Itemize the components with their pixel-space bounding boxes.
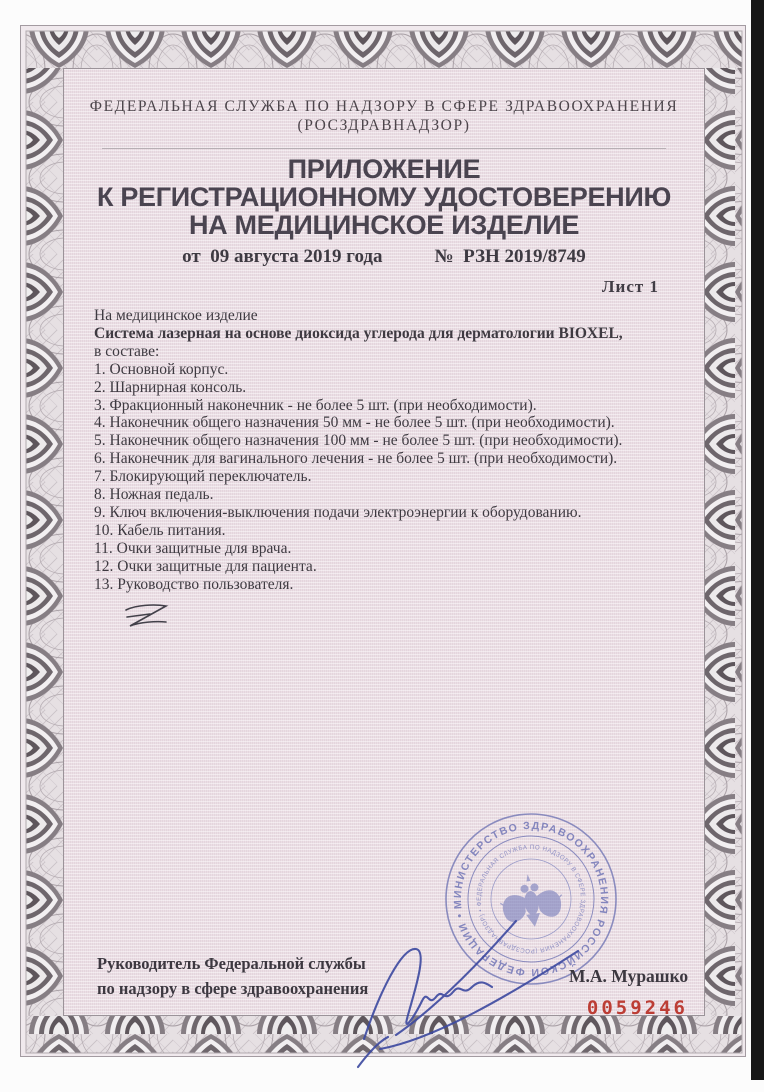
list-item: 4. Наконечник общего назначения 50 мм - не более 5 шт. (при необходимости).: [94, 414, 615, 432]
header-divider: [102, 148, 666, 149]
component-list: [94, 361, 674, 594]
signer-title: [97, 951, 368, 1001]
signer-title-line-1: Руководитель Федеральной службы: [97, 954, 366, 973]
date-number-row: [64, 246, 704, 268]
registration-number: № РЗН 2019/8749: [434, 246, 586, 267]
list-item: 3. Фракционный наконечник - не более 5 шт. (при необходимости).: [94, 396, 537, 414]
title-line-1: ПРИЛОЖЕНИЕ: [287, 154, 481, 184]
device-description: [64, 307, 704, 636]
composition-label: в составе:: [94, 342, 160, 360]
issue-date: от 09 августа 2019 года: [182, 246, 383, 267]
signature: [350, 917, 590, 1087]
document-title: [64, 155, 704, 239]
stamp-inner-ring-text: ФЕДЕРАЛЬНАЯ СЛУЖБА ПО НАДЗОРУ В СФЕРЕ ЗДРАВООХРАНЕНИЯ (РОСЗДРАВНАДЗОР) •: [475, 843, 587, 955]
certificate-page: [20, 25, 746, 1057]
device-name: Система лазерная на основе диоксида углерода для дерматологии BIOXEL,: [94, 324, 623, 342]
agency-line-2: (РОСЗДРАВНАДЗОР): [297, 117, 471, 134]
list-item: 7. Блокирующий переключатель.: [94, 468, 312, 486]
certificate-content-area: [63, 68, 705, 1019]
agency-name: [64, 97, 704, 135]
serial-number: 0059246: [586, 997, 688, 1019]
signer-name: М.А. Мурашко: [569, 966, 689, 986]
intro-line: На медицинское изделие: [94, 307, 258, 324]
title-line-3: НА МЕДИЦИНСКОЕ ИЗДЕЛИЕ: [188, 210, 580, 240]
list-item: 13. Руководство пользователя.: [94, 575, 294, 593]
list-item: 5. Наконечник общего назначения 100 мм - не более 5 шт. (при необходимости).: [94, 432, 623, 450]
list-item: 1. Основной корпус.: [94, 360, 229, 378]
title-line-2: К РЕГИСТРАЦИОННОМУ УДОСТОВЕРЕНИЮ: [96, 182, 672, 212]
list-item: 11. Очки защитные для врача.: [94, 539, 292, 557]
list-item: 8. Ножная педаль.: [94, 486, 214, 504]
scan-edge: [751, 0, 764, 1080]
stamp-outer-ring-text: МИНИСТЕРСТВО ЗДРАВООХРАНЕНИЯ РОССИЙСКОЙ ФЕДЕРАЦИИ •: [451, 819, 611, 979]
list-item: 6. Наконечник для вагинального лечения - не более 5 шт. (при необходимости).: [94, 450, 618, 468]
sheet-number: Лист 1: [601, 277, 659, 296]
handwritten-z-mark: [122, 602, 174, 636]
list-item: 12. Очки защитные для пациента.: [94, 557, 317, 575]
list-item: 2. Шарнирная консоль.: [94, 378, 247, 396]
list-item: 10. Кабель питания.: [94, 521, 226, 539]
agency-line-1: ФЕДЕРАЛЬНАЯ СЛУЖБА ПО НАДЗОРУ В СФЕРЕ ЗДРАВООХРАНЕНИЯ: [89, 98, 679, 115]
list-item: 9. Ключ включения-выключения подачи электроэнергии к оборудованию.: [94, 503, 582, 521]
signer-title-line-2: по надзору в сфере здравоохранения: [97, 979, 369, 998]
